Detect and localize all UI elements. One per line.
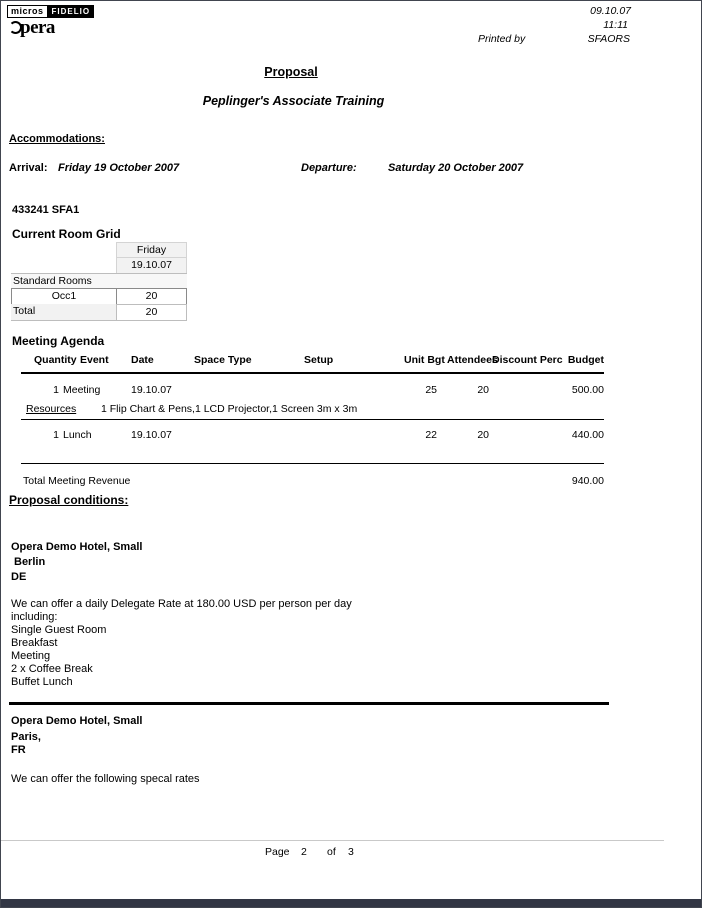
conditions-divider <box>9 702 609 705</box>
row1-date: 19.10.07 <box>131 384 172 396</box>
col-unit-bgt: Unit Bgt <box>404 354 445 366</box>
opera-logo <box>9 17 55 39</box>
row2-unit-bgt: 22 <box>425 429 437 441</box>
fidelio-logo-text: FIDELIO <box>48 5 95 18</box>
room-grid-day-date: 19.10.07 <box>116 257 187 274</box>
total-meeting-revenue-label: Total Meeting Revenue <box>23 475 131 487</box>
departure-value: Saturday 20 October 2007 <box>388 162 524 174</box>
col-attendees: Attendees <box>447 354 498 366</box>
hotel-name-2: Opera Demo Hotel, Small <box>11 715 143 727</box>
row2-attendees: 20 <box>477 429 489 441</box>
col-quantity: Quantity <box>34 354 77 366</box>
agenda-rule-3 <box>21 463 604 464</box>
proposal-conditions-heading: Proposal conditions: <box>9 493 129 507</box>
resources-label: Resources <box>26 403 77 415</box>
arrival-label: Arrival: <box>9 162 48 174</box>
offer-line-6: 2 x Coffee Break <box>11 663 93 675</box>
print-date: 09.10.07 <box>590 5 631 17</box>
offer-line-3: Single Guest Room <box>11 624 107 636</box>
offer-line-5: Meeting <box>11 650 51 662</box>
departure-label: Departure: <box>301 162 357 174</box>
row1-event: Meeting <box>63 384 101 396</box>
room-grid-heading: Current Room Grid <box>12 227 121 241</box>
offer-line-2: including: <box>11 611 58 623</box>
printed-by-value: SFAORS <box>587 33 630 45</box>
col-setup: Setup <box>304 354 334 366</box>
room-grid-total-value: 20 <box>116 304 187 321</box>
row1-qty: 1 <box>53 384 59 396</box>
room-grid-occ-label: Occ1 <box>11 288 117 305</box>
offer-line-7: Buffet Lunch <box>11 676 73 688</box>
room-grid-day-name: Friday <box>116 242 187 258</box>
report-title: Proposal <box>264 65 318 79</box>
opera-logo-text: pera <box>20 17 55 38</box>
offer-line-1: We can offer a daily Delegate Rate at 180.00 USD per person per day <box>11 598 352 610</box>
col-discount-perc: Discount Perc <box>492 354 563 366</box>
resources-value: 1 Flip Chart & Pens,1 LCD Projector,1 Screen 3m x 3m <box>101 403 358 415</box>
page-number: 2 <box>301 846 307 858</box>
offer-line-paris-1: We can offer the following specal rates <box>11 773 200 785</box>
room-grid-occ-value: 20 <box>116 288 187 305</box>
row2-date: 19.10.07 <box>131 429 172 441</box>
total-pages: 3 <box>348 846 354 858</box>
hotel-country-1: DE <box>11 571 27 583</box>
micros-logo-text: micros <box>7 5 48 18</box>
page-label: Page <box>265 846 290 858</box>
offer-line-4: Breakfast <box>11 637 58 649</box>
room-grid-total-label: Total <box>11 304 117 321</box>
accommodations-heading: Accommodations: <box>9 133 105 145</box>
col-event: Event <box>80 354 109 366</box>
report-subtitle: Peplinger's Associate Training <box>202 94 385 108</box>
agenda-rule-2 <box>21 419 604 420</box>
booking-id: 433241 SFA1 <box>12 204 80 216</box>
row1-budget: 500.00 <box>571 384 604 396</box>
meeting-agenda-heading: Meeting Agenda <box>12 334 105 348</box>
row2-budget: 440.00 <box>571 429 604 441</box>
agenda-header-rule <box>21 372 604 374</box>
col-date: Date <box>131 354 154 366</box>
printed-by-label: Printed by <box>478 33 526 45</box>
hotel-city-1: Berlin <box>14 556 46 568</box>
window-bottom-bar <box>1 899 701 907</box>
of-label: of <box>327 846 336 858</box>
col-budget: Budget <box>567 354 604 366</box>
row2-event: Lunch <box>63 429 92 441</box>
row2-qty: 1 <box>53 429 59 441</box>
footer-rule <box>1 840 664 841</box>
room-grid-group-label: Standard Rooms <box>11 273 187 289</box>
row1-attendees: 20 <box>477 384 489 396</box>
hotel-city-2: Paris, <box>11 731 41 743</box>
total-meeting-revenue-value: 940.00 <box>571 475 604 487</box>
hotel-country-2: FR <box>11 744 26 756</box>
row1-unit-bgt: 25 <box>425 384 437 396</box>
arrival-value: Friday 19 October 2007 <box>58 162 180 174</box>
print-time: 11:11 <box>603 19 628 31</box>
hotel-name-1: Opera Demo Hotel, Small <box>11 541 143 553</box>
col-space-type: Space Type <box>194 354 252 366</box>
